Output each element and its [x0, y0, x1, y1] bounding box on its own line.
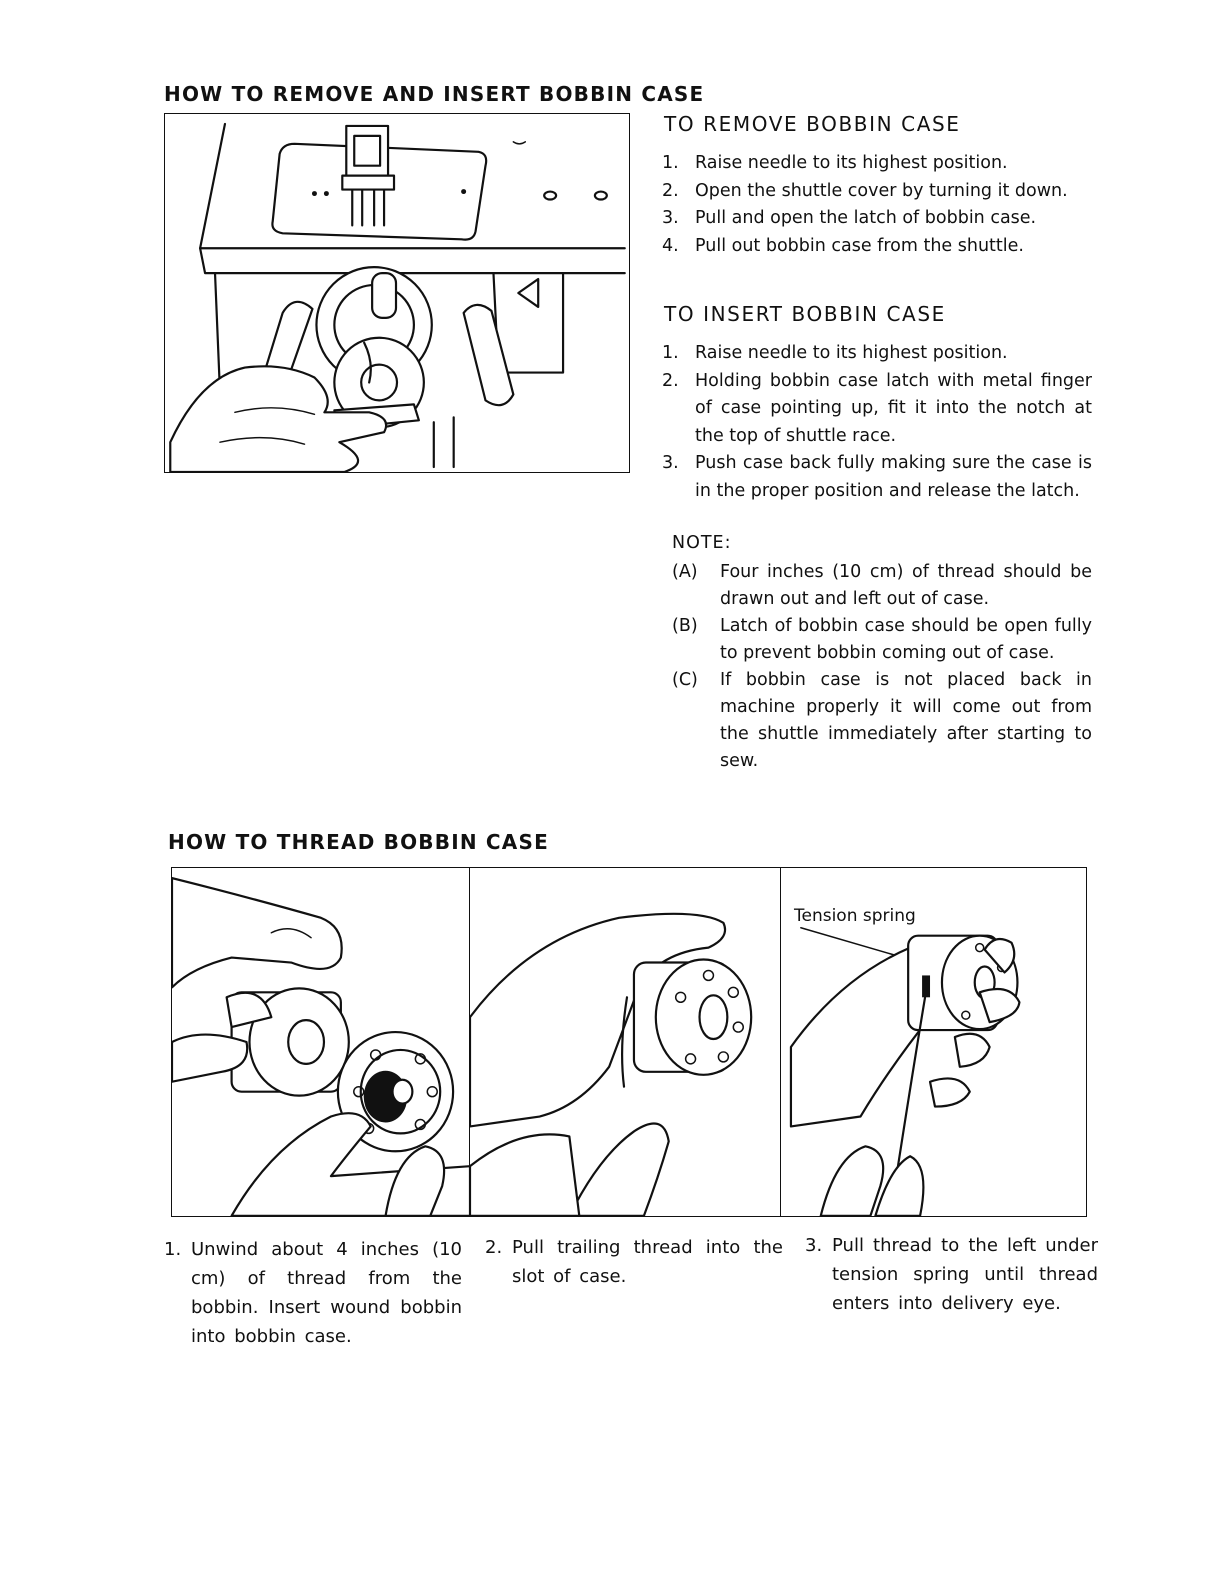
list-item: 1. Raise needle to its highest position. [662, 153, 1008, 173]
list-item: 2. Holding bobbin case latch with metal finger of case pointing up, fit it into the notch at the top of shuttle race. [662, 370, 1092, 446]
remove-steps-list [662, 150, 1092, 260]
insert-title: TO INSERT BOBBIN CASE [664, 302, 946, 326]
caption-step-3: 3. Pull thread to the left under tension spring until thread enters into delivery eye. [805, 1235, 1098, 1314]
list-item: 2. Open the shuttle cover by turning it down. [662, 180, 1068, 201]
list-item: (A) Four inches (10 cm) of thread should be drawn out and left out of case. [672, 562, 1092, 609]
remove-title: TO REMOVE BOBBIN CASE [664, 112, 961, 136]
list-item: 1. Raise needle to its highest position. [662, 343, 1008, 363]
list-item: (B) Latch of bobbin case should be open fully to prevent bobbin coming out of case. [672, 616, 1092, 663]
shuttle-removal-illustration [165, 114, 629, 472]
list-item: 3. Push case back fully making sure the case is in the proper position and release the latch. [662, 453, 1092, 501]
caption-step-2: 2. Pull trailing thread into the slot of case. [485, 1237, 783, 1287]
insert-steps-list [662, 340, 1092, 505]
insert-bobbin-illustration [172, 868, 470, 1216]
figure-shuttle-removal [164, 113, 630, 473]
figure-thread-slot [469, 867, 782, 1217]
thread-slot-illustration [470, 868, 781, 1216]
list-item: (C) If bobbin case is not placed back in machine properly it will come out from the shuttle immediately after starting to sew. [672, 670, 1092, 771]
notes-list [672, 559, 1092, 775]
list-item: 3. Pull and open the latch of bobbin case. [662, 208, 1037, 228]
list-item: 4. Pull out bobbin case from the shuttle. [662, 235, 1024, 256]
caption-step-1: 1. Unwind about 4 inches (10 cm) of thread from the bobbin. Insert wound bobbin into bobbin case. [164, 1239, 462, 1347]
section-heading-thread: HOW TO THREAD BOBBIN CASE [168, 830, 549, 854]
figure-insert-bobbin [171, 867, 471, 1217]
section-heading-remove-insert: HOW TO REMOVE AND INSERT BOBBIN CASE [164, 82, 705, 106]
tension-spring-label: Tension spring [794, 906, 916, 926]
note-label: NOTE: [672, 533, 732, 553]
figure-tension-spring [780, 867, 1087, 1217]
